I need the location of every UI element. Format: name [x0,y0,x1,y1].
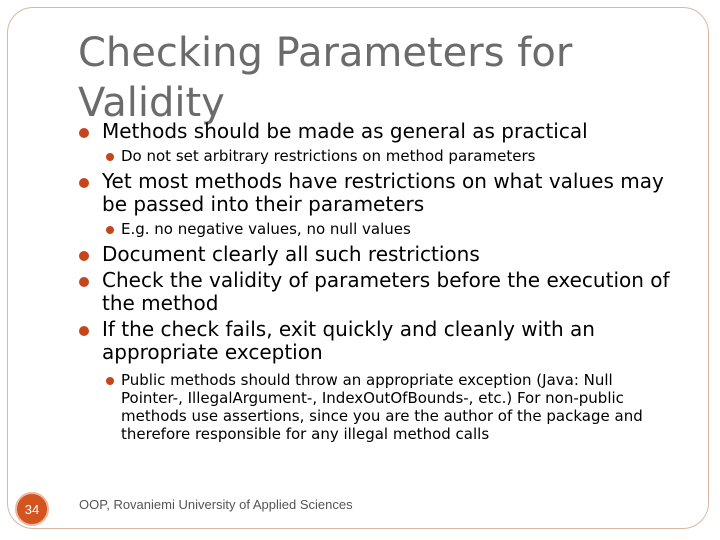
bullet-item [78,269,678,315]
sub-bullet-text: E.g. no negative values, no null values [121,220,411,238]
footer-text: OOP, Rovaniemi University of Applied Sciences [79,497,353,512]
page-number-badge [15,492,49,526]
bullet-list [78,120,678,443]
bullet-dot-icon [106,153,114,161]
bullet-dot-icon [106,377,114,385]
page-number: 34 [24,501,40,517]
sub-bullet-item [78,371,678,443]
bullet-dot-icon [79,178,89,188]
bullet-text: If the check fails, exit quickly and cleanly with an appropriate exception [102,317,595,364]
sub-bullet-item [78,147,678,165]
bullet-text: Check the validity of parameters before the execution of the method [102,268,670,315]
sub-bullet-text: Public methods should throw an appropriate exception (Java: Null Pointer-, IllegalArgument-, IndexOutOfBounds-, etc.) For non-public methods use assertions, since you are the author of the package and therefore responsible for any illegal method calls [121,371,643,443]
bullet-dot-icon [79,277,89,287]
bullet-dot-icon [79,128,89,138]
bullet-text: Yet most methods have restrictions on what values may be passed into their parameters [102,169,664,216]
bullet-item [78,120,678,143]
bullet-text: Document clearly all such restrictions [102,242,480,266]
bullet-item [78,243,678,266]
bullet-dot-icon [79,251,89,261]
bullet-dot-icon [106,226,114,234]
bullet-item [78,170,678,216]
sub-bullet-text: Do not set arbitrary restrictions on method parameters [121,147,536,165]
sub-bullet-item [78,220,678,238]
bullet-text: Methods should be made as general as practical [102,119,588,143]
bullet-item [78,318,678,364]
slide-title: Checking Parameters for Validity [78,30,573,126]
bullet-dot-icon [79,326,89,336]
